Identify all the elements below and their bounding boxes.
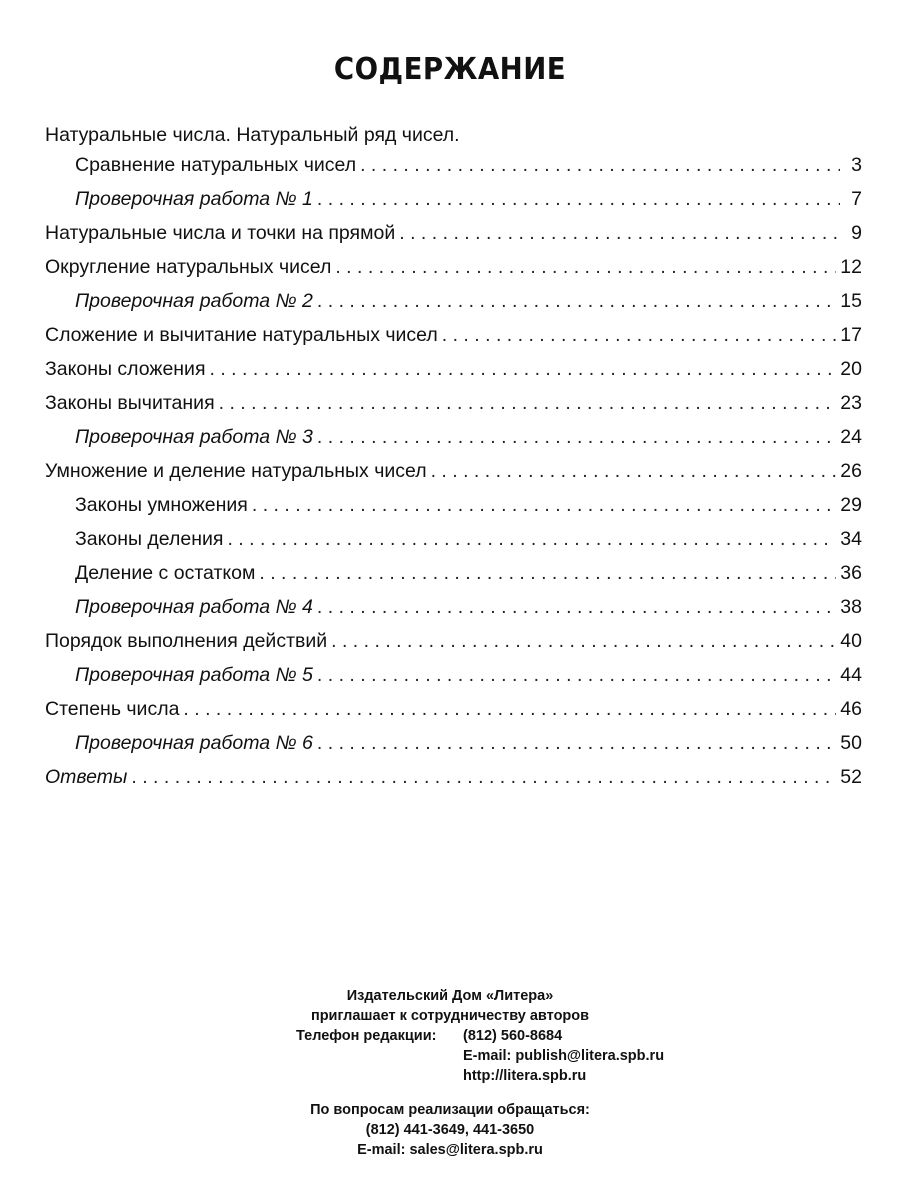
toc-leader-dots (317, 284, 836, 318)
toc-entry[interactable] (45, 420, 862, 454)
toc-entry[interactable] (45, 624, 862, 658)
phone-label: Телефон редакции: (296, 1028, 437, 1044)
toc-page-number: 3 (851, 154, 862, 176)
toc-entry[interactable] (45, 122, 862, 148)
toc-page-number: 38 (840, 596, 862, 618)
toc-page-number: 20 (840, 358, 862, 380)
toc-entry[interactable] (45, 352, 862, 386)
toc-leader-dots (442, 318, 837, 352)
toc-entry-title: Натуральные числа. Натуральный ряд чисел. (45, 124, 460, 146)
toc-leader-dots (259, 556, 836, 590)
toc-page-number: 50 (840, 732, 862, 754)
toc-page-number: 44 (840, 664, 862, 686)
toc-entry-title: Законы деления (75, 528, 224, 550)
toc-entry[interactable] (45, 590, 862, 624)
toc-entry[interactable] (45, 522, 862, 556)
toc-entry[interactable] (45, 318, 862, 352)
publisher-name: Издательский Дом «Литера» (346, 988, 554, 1004)
sales-email[interactable]: E-mail: sales@litera.spb.ru (357, 1142, 543, 1158)
toc-entry[interactable] (45, 386, 862, 420)
toc-page-number: 29 (840, 494, 862, 516)
toc-page-number: 17 (840, 324, 862, 346)
toc-entry-title: Проверочная работа № 6 (75, 732, 313, 754)
toc-entry-title: Законы вычитания (45, 392, 215, 414)
toc-page-number: 7 (851, 188, 862, 210)
toc-page-number: 26 (840, 460, 862, 482)
toc-leader-dots (210, 352, 837, 386)
toc-entry-title: Степень числа (45, 698, 180, 720)
sales-label: По вопросам реализации обращаться: (310, 1102, 590, 1118)
publisher-contacts (0, 1026, 900, 1086)
toc-leader-dots (331, 624, 836, 658)
toc-entry-title: Сложение и вычитание натуральных чисел (45, 324, 438, 346)
toc-entry[interactable] (45, 250, 862, 284)
toc-entry-title: Проверочная работа № 1 (75, 188, 313, 210)
toc-entry-title: Натуральные числа и точки на прямой (45, 222, 396, 244)
toc-entry[interactable] (45, 556, 862, 590)
toc-entry-title: Деление с остатком (75, 562, 256, 584)
toc-entry-title: Проверочная работа № 5 (75, 664, 313, 686)
toc-entry[interactable] (45, 182, 862, 216)
toc-page-number: 12 (840, 256, 862, 278)
toc-page-number: 46 (840, 698, 862, 720)
toc-page-number: 40 (840, 630, 862, 652)
toc-entry-title: Проверочная работа № 4 (75, 596, 313, 618)
toc-entry[interactable] (45, 284, 862, 318)
toc-entry-title: Ответы (45, 766, 128, 788)
toc-entry-title: Порядок выполнения действий (45, 630, 328, 652)
toc-leader-dots (227, 522, 836, 556)
phone-number: (812) 560-8684 (463, 1028, 563, 1044)
toc-entry-title: Законы умножения (75, 494, 248, 516)
toc-leader-dots (317, 420, 836, 454)
toc-page-number: 15 (840, 290, 862, 312)
website-link[interactable]: http://litera.spb.ru (463, 1068, 587, 1084)
toc-page-number: 9 (851, 222, 862, 244)
toc-leader-dots (317, 590, 836, 624)
page-title: СОДЕРЖАНИЕ (333, 52, 567, 87)
toc-entry[interactable] (45, 726, 862, 760)
toc-page-number: 24 (840, 426, 862, 448)
toc-entry-title: Сравнение натуральных чисел (75, 154, 357, 176)
editorial-email[interactable]: E-mail: publish@litera.spb.ru (463, 1048, 665, 1064)
toc-leader-dots (399, 216, 840, 250)
toc-leader-dots (317, 658, 836, 692)
toc-page-number: 52 (840, 766, 862, 788)
publisher-invite: приглашает к сотрудничеству авторов (310, 1008, 590, 1024)
toc-leader-dots (183, 692, 836, 726)
toc-entry-title: Законы сложения (45, 358, 206, 380)
toc-entry-title: Умножение и деление натуральных чисел (45, 460, 427, 482)
toc-entry[interactable] (45, 148, 862, 182)
toc-leader-dots (317, 182, 840, 216)
toc-entry[interactable] (45, 488, 862, 522)
toc-leader-dots (219, 386, 837, 420)
toc-entry-title: Проверочная работа № 3 (75, 426, 313, 448)
publisher-info (0, 986, 900, 1160)
sales-phone: (812) 441-3649, 441-3650 (365, 1122, 535, 1138)
toc-entry[interactable] (45, 760, 862, 794)
toc-entry[interactable] (45, 216, 862, 250)
toc-leader-dots (431, 454, 837, 488)
toc-page-number: 36 (840, 562, 862, 584)
toc-entry-title: Округление натуральных чисел (45, 256, 332, 278)
toc-entry[interactable] (45, 454, 862, 488)
toc-entry[interactable] (45, 692, 862, 726)
toc-page-number: 23 (840, 392, 862, 414)
toc-page-number: 34 (840, 528, 862, 550)
toc-leader-dots (252, 488, 836, 522)
toc-entry[interactable] (45, 658, 862, 692)
table-of-contents (45, 122, 862, 794)
toc-leader-dots (360, 148, 840, 182)
toc-leader-dots (131, 760, 836, 794)
toc-leader-dots (317, 726, 836, 760)
toc-leader-dots (335, 250, 836, 284)
toc-entry-title: Проверочная работа № 2 (75, 290, 313, 312)
